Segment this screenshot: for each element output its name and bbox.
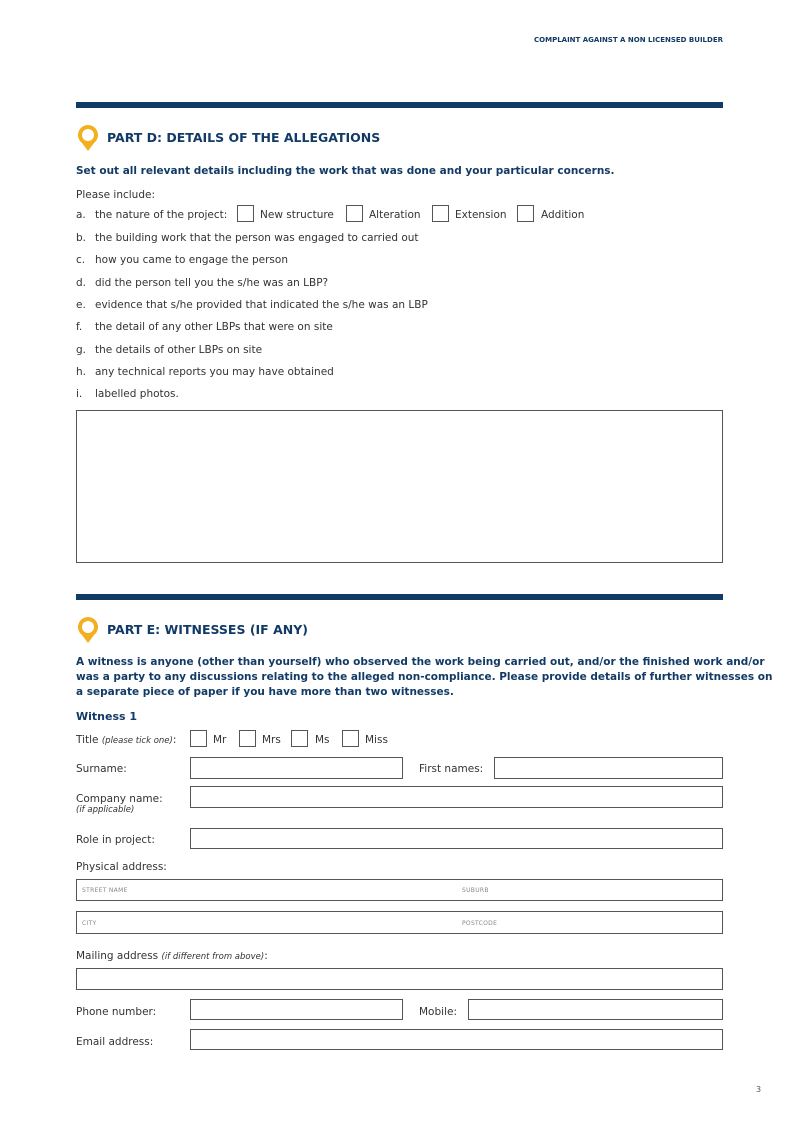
title-label (76, 733, 176, 748)
section-divider (76, 102, 723, 108)
section-intro-line: a separate piece of paper if you have more than two witnesses. (76, 686, 454, 698)
checkbox-addition[interactable] (517, 205, 534, 222)
checkbox-miss[interactable] (342, 730, 359, 747)
option-label: New structure (260, 209, 334, 221)
colon: : (264, 950, 268, 962)
title-option: Mr (213, 734, 227, 746)
street-suburb-field[interactable] (76, 879, 723, 901)
section-title: PART E: WITNESSES (IF ANY) (107, 622, 308, 637)
surname-label: Surname: (76, 763, 127, 775)
list-item: evidence that s/he provided that indicated the s/he was an LBP (95, 299, 428, 311)
list-item-letter: f. (76, 321, 83, 333)
mailing-text: Mailing address (76, 950, 159, 962)
list-item-letter: g. (76, 344, 87, 356)
checkbox-alteration[interactable] (346, 205, 363, 222)
list-item: did the person tell you the s/he was an LBP? (95, 277, 329, 289)
checkbox-mrs[interactable] (239, 730, 256, 747)
checkbox-extension[interactable] (432, 205, 449, 222)
title-hint: (please tick one) (101, 736, 173, 746)
physical-address-label: Physical address: (76, 861, 167, 873)
title-option: Ms (315, 734, 330, 746)
allegations-textarea[interactable] (76, 410, 723, 563)
title-option: Mrs (262, 734, 281, 746)
page-number: 3 (756, 1085, 762, 1094)
email-field[interactable] (190, 1029, 723, 1050)
please-include: Please include: (76, 189, 155, 201)
section-divider (76, 594, 723, 600)
location-pin-icon (77, 124, 99, 152)
phone-label: Phone number: (76, 1006, 157, 1018)
role-label: Role in project: (76, 834, 155, 846)
mailing-address-field[interactable] (76, 968, 723, 990)
mailing-address-label (76, 949, 268, 964)
running-header: COMPLAINT AGAINST A NON LICENSED BUILDER (534, 36, 723, 44)
first-names-label: First names: (419, 763, 484, 775)
city-placeholder: CITY (82, 920, 97, 927)
option-label: Extension (455, 209, 507, 221)
role-field[interactable] (190, 828, 723, 849)
colon: : (172, 734, 177, 746)
postcode-placeholder: POSTCODE (462, 920, 498, 927)
street-placeholder: STREET NAME (82, 887, 128, 894)
checkbox-mr[interactable] (190, 730, 207, 747)
list-item: the building work that the person was engaged to carried out (95, 232, 419, 244)
list-item-letter: c. (76, 254, 86, 266)
section-title: PART D: DETAILS OF THE ALLEGATIONS (107, 130, 381, 145)
list-item: the nature of the project: (95, 209, 228, 221)
section-intro-line: was a party to any discussions relating to the alleged non-compliance. Please provide details of further witnesses on (76, 671, 773, 683)
section-intro-line: A witness is anyone (other than yourself) who observed the work being carried out, and/or the finished work and/or (76, 656, 765, 668)
email-label: Email address: (76, 1036, 154, 1048)
title-option: Miss (365, 734, 388, 746)
checkbox-new-structure[interactable] (237, 205, 254, 222)
section-intro: Set out all relevant details including the work that was done and your particular concerns. (76, 165, 615, 177)
mailing-hint: (if different from above) (161, 952, 265, 962)
list-item: any technical reports you may have obtained (95, 366, 334, 378)
list-item-letter: i. (76, 388, 83, 400)
list-item: how you came to engage the person (95, 254, 288, 266)
mobile-field[interactable] (468, 999, 723, 1020)
list-item-letter: b. (76, 232, 87, 244)
list-item-letter: d. (76, 277, 87, 289)
checkbox-ms[interactable] (291, 730, 308, 747)
suburb-placeholder: SUBURB (462, 887, 489, 894)
city-postcode-field[interactable] (76, 911, 723, 934)
company-field[interactable] (190, 786, 723, 808)
list-item: the detail of any other LBPs that were on site (95, 321, 333, 333)
list-item: labelled photos. (95, 388, 179, 400)
location-pin-icon (77, 616, 99, 644)
first-names-field[interactable] (494, 757, 723, 779)
company-label: Company name: (76, 793, 163, 805)
witness-heading: Witness 1 (76, 710, 138, 723)
option-label: Addition (541, 209, 585, 221)
list-item-letter: a. (76, 209, 86, 221)
list-item: the details of other LBPs on site (95, 344, 263, 356)
list-item-letter: h. (76, 366, 86, 378)
option-label: Alteration (369, 209, 421, 221)
company-hint: (if applicable) (76, 805, 135, 815)
surname-field[interactable] (190, 757, 403, 779)
title-text: Title (76, 734, 99, 746)
list-item-letter: e. (76, 299, 86, 311)
mobile-label: Mobile: (419, 1006, 457, 1018)
phone-field[interactable] (190, 999, 403, 1020)
